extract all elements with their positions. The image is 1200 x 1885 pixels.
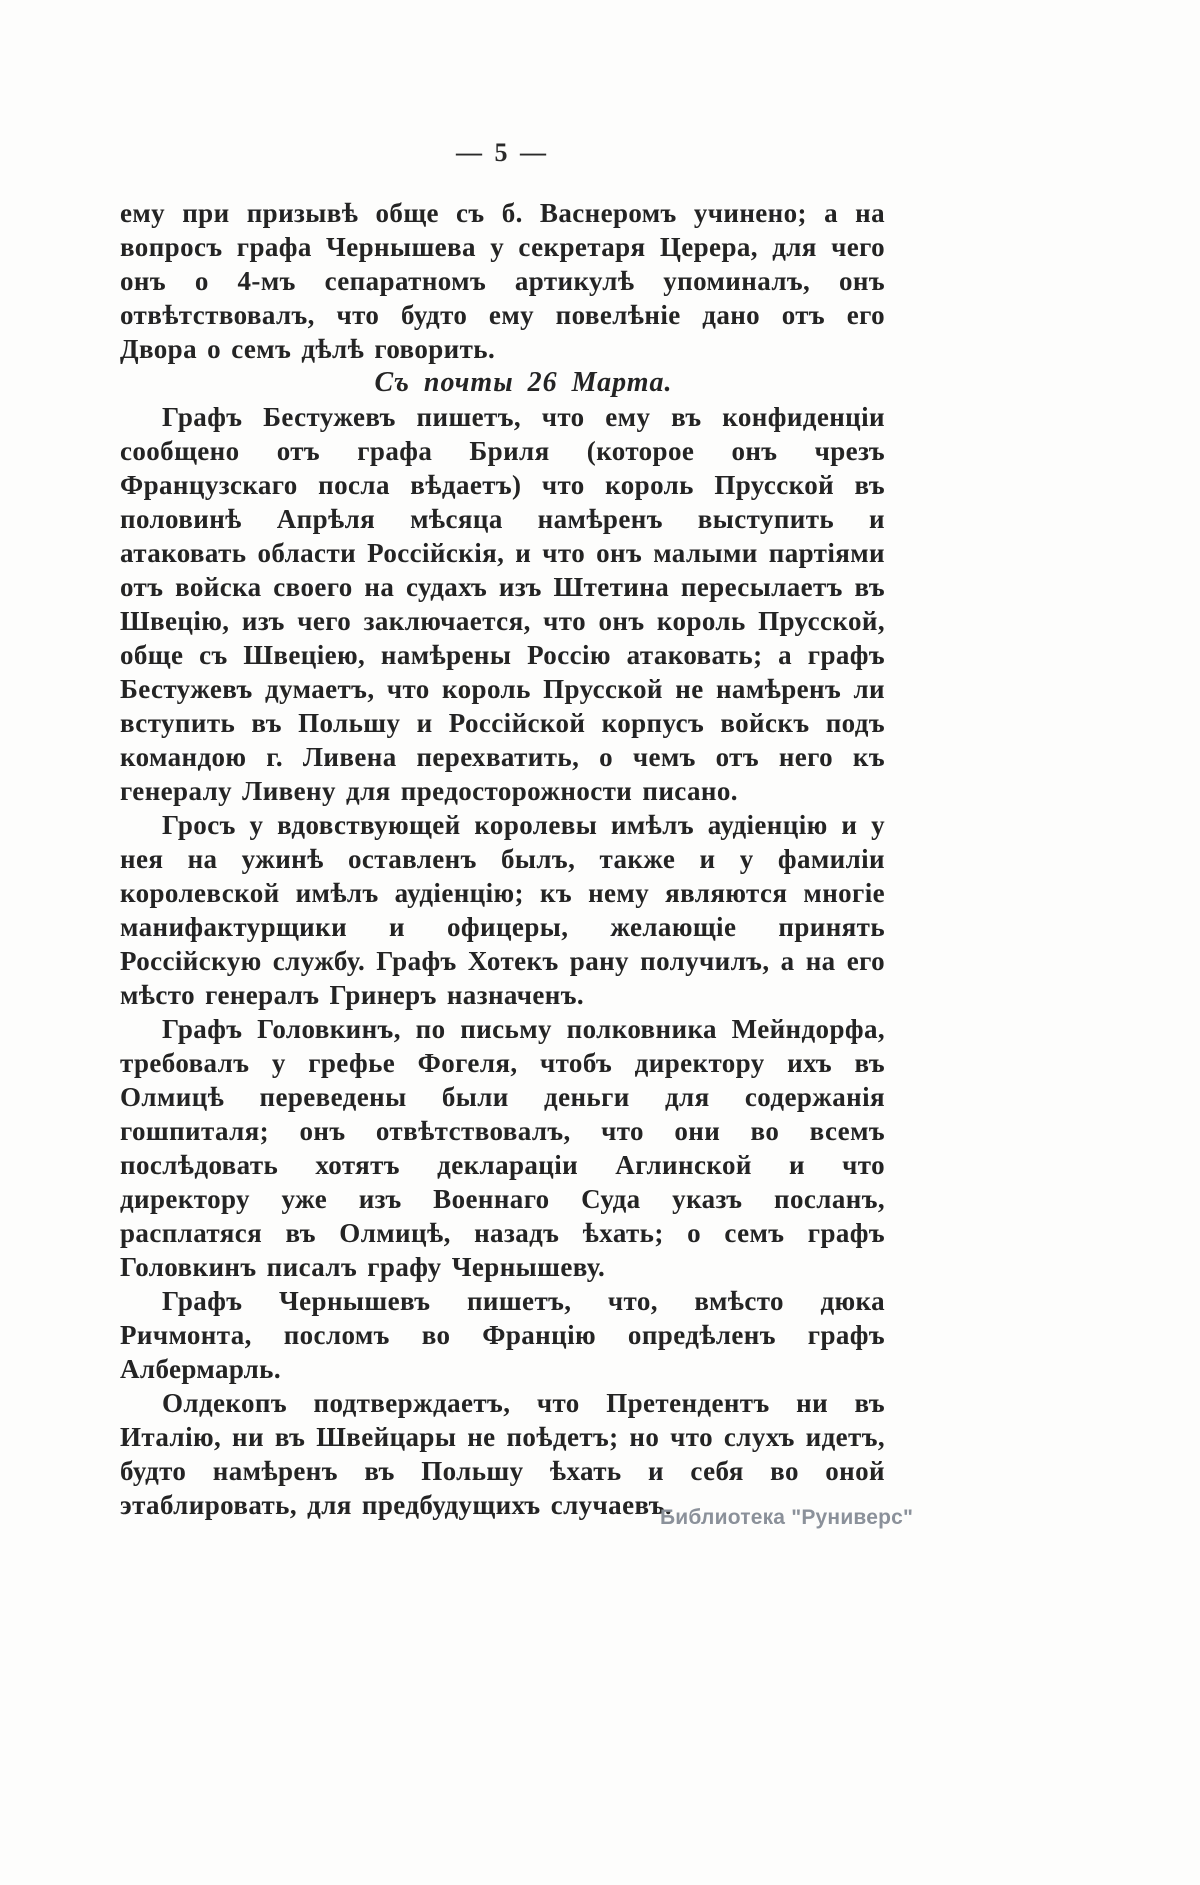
paragraph: Олдекопъ подтверждаетъ, что Претендентъ ни въ Италію, ни въ Швейцары не поѣдетъ; но что слухъ идетъ, будто намѣренъ въ Польшу ѣхать и себя во оной этаблировать, для предбудущихъ случаевъ. [120, 1388, 885, 1520]
section-heading: Съ почты 26 Марта. [374, 367, 673, 398]
paragraph: Гросъ у вдовствующей королевы имѣлъ аудіенцію и у нея на ужинѣ оставленъ былъ, также и у фамиліи королевской имѣлъ аудіенцію; къ нему являются многіе манифактурщики и офицеры, желающіе принять Россійскую службу. Графъ Хотекъ рану получилъ, а на его мѣсто генералъ Гринеръ назначенъ. [120, 810, 885, 1010]
paragraph: ему при призывѣ обще съ б. Васнеромъ учинено; а на вопросъ графа Чернышева у секретаря Церера, для чего онъ о 4-мъ сепаратномъ артикулѣ упоминалъ, онъ отвѣтствовалъ, что будто ему повелѣніе дано отъ его Двора о семъ дѣлѣ говорить. [120, 198, 885, 364]
paragraph: Графъ Бестужевъ пишетъ, что ему въ конфиденціи сообщено отъ графа Бриля (которое онъ чрезъ Французскаго посла вѣдаетъ) что король Прусской въ половинѣ Апрѣля мѣсяца намѣренъ выступить и атаковать области Россійскія, и что онъ малыми партіями отъ войска своего на судахъ изъ Штетина пересылаетъ въ Швецію, изъ чего заключается, что онъ король Прусской, обще съ Швеціею, намѣрены Россію атаковать; а графъ Бестужевъ думаетъ, что король Прусской не намѣренъ ли вступить въ Польшу и Россійской корпусъ войскъ подъ командою г. Ливена перехватить, о чемъ отъ него къ генералу Ливену для предосторожности писано. [120, 402, 885, 806]
paragraph: Графъ Головкинъ, по письму полковника Мейндорфа, требовалъ у грефье Фогеля, чтобъ директору ихъ въ Олмицѣ переведены были деньги для содержанія гошпиталя; онъ отвѣтствовалъ, что они во всемъ послѣдовать хотятъ деклараціи Аглинской и что директору уже изъ Военнаго Суда указъ посланъ, расплатяся въ Олмицѣ, назадъ ѣхать; о семъ графъ Головкинъ писалъ графу Чернышеву. [120, 1014, 885, 1282]
paragraph: Графъ Чернышевъ пишетъ, что, вмѣсто дюка Ричмонта, посломъ во Францію опредѣленъ графъ Албермарль. [120, 1286, 885, 1384]
page-number: — 5 — [456, 138, 549, 167]
page-text-block [120, 196, 885, 1522]
library-watermark: Библиотека "Руниверс" [660, 1506, 914, 1529]
